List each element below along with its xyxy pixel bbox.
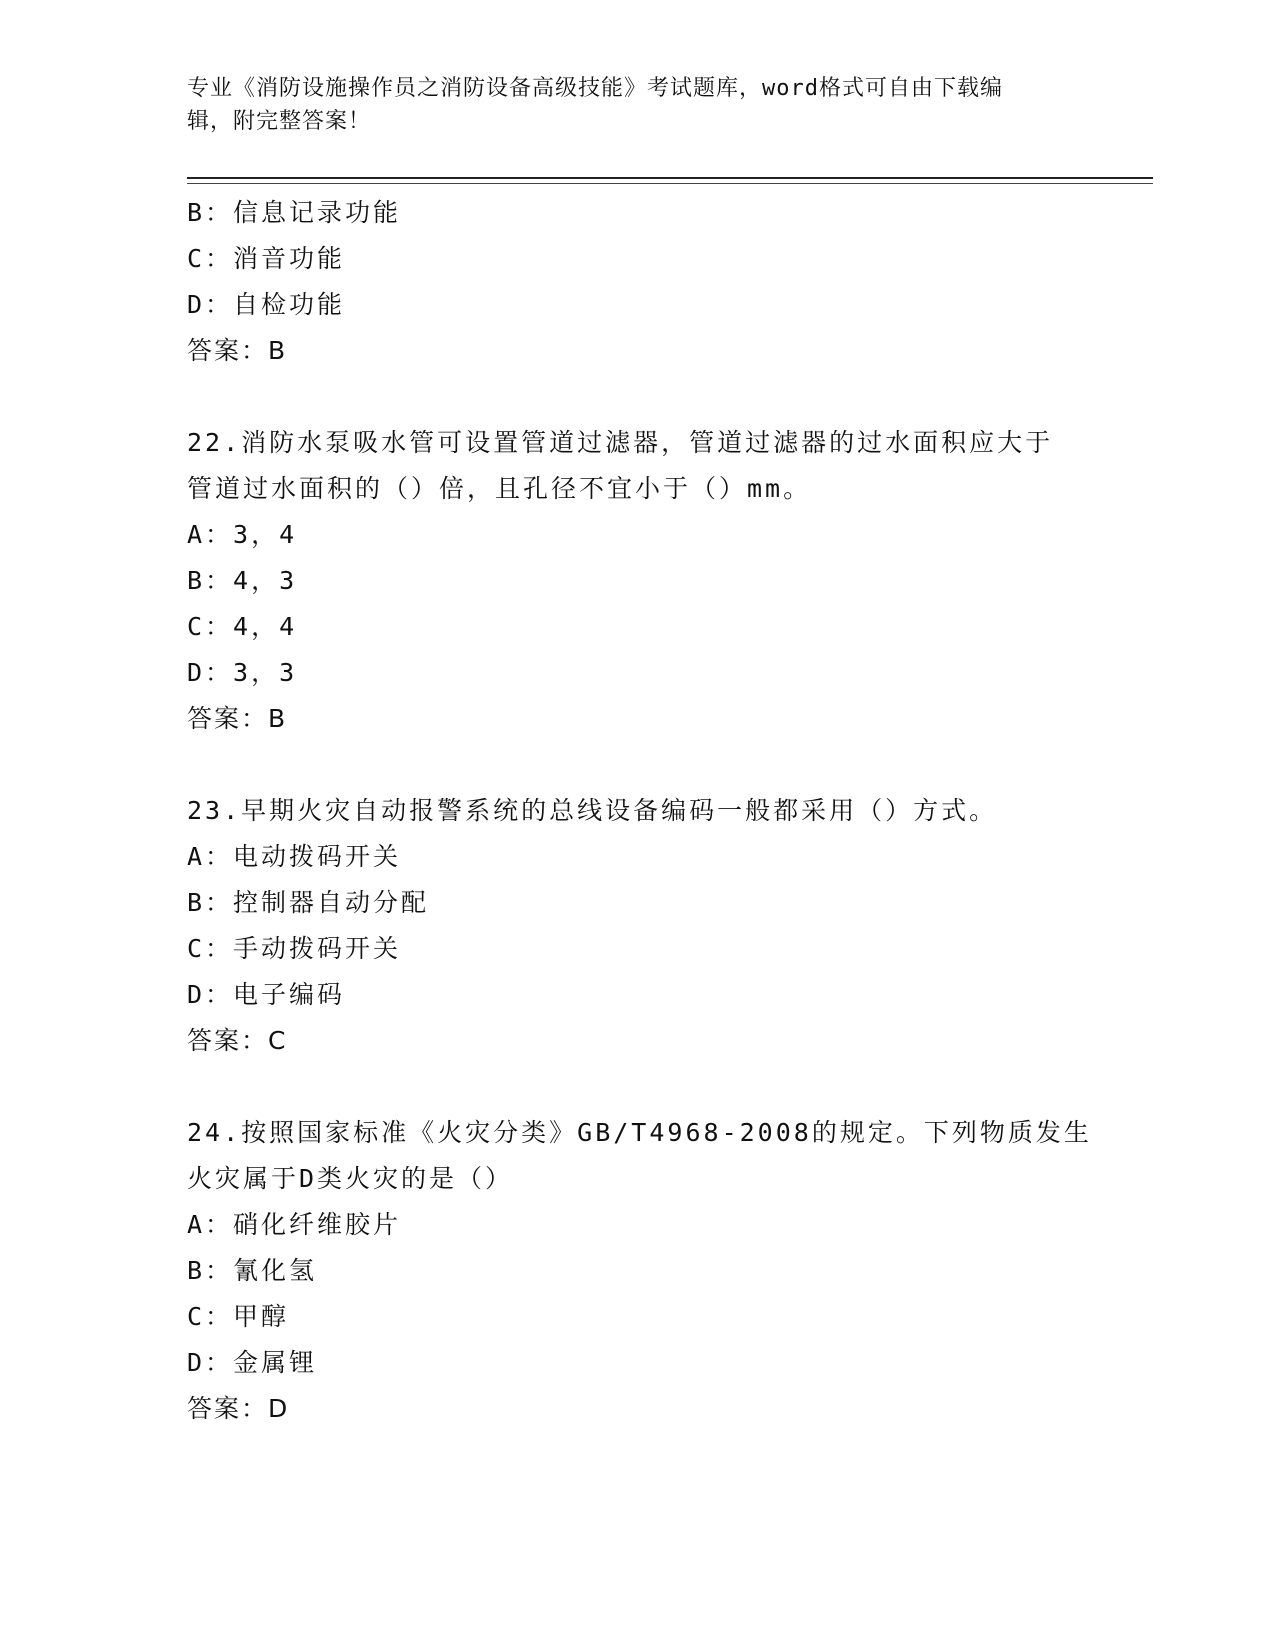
question-text-continued: 火灾属于D类火灾的是（） [187,1164,514,1193]
header-line-1: 专业《消防设施操作员之消防设备高级技能》考试题库，word格式可自由下载编 [187,76,1003,101]
header-line-2: 辑，附完整答案！ [187,109,372,134]
question-21-continued [187,190,1087,374]
question-text: 23.早期火灾自动报警系统的总线设备编码一般都采用（）方式。 [187,796,998,825]
answer-line: 答案：B [187,336,288,365]
question-22 [187,420,1087,742]
option-b: B：信息记录功能 [187,198,402,227]
option-d: D：金属锂 [187,1348,318,1377]
option-c: C：消音功能 [187,244,346,273]
question-23 [187,788,1087,1064]
option-c: C：手动拨码开关 [187,934,402,963]
question-list [187,190,1092,1432]
option-a: A：3，4 [187,520,298,549]
option-b: B：控制器自动分配 [187,888,430,917]
option-d: D：自检功能 [187,290,346,319]
answer-line: 答案：D [187,1394,290,1423]
question-text: 22.消防水泵吸水管可设置管道过滤器，管道过滤器的过水面积应大于 [187,428,1054,457]
option-d: D：电子编码 [187,980,346,1009]
answer-line: 答案：C [187,1026,288,1055]
header-divider-thin [187,183,1153,184]
header-divider-thick [187,177,1153,179]
question-24 [187,1110,1092,1432]
spacer [187,742,1087,788]
option-a: A：电动拨码开关 [187,842,402,871]
option-a: A：硝化纤维胶片 [187,1210,402,1239]
option-c: C：甲醇 [187,1302,290,1331]
spacer [187,374,1087,420]
spacer [187,1064,1087,1110]
option-c: C：4，4 [187,612,298,641]
option-b: B：4，3 [187,566,298,595]
question-text: 24.按照国家标准《火灾分类》GB/T4968-2008的规定。下列物质发生 [187,1118,1092,1147]
document-header [187,72,1067,138]
option-d: D：3，3 [187,658,298,687]
option-b: B：氰化氢 [187,1256,318,1285]
answer-line: 答案：B [187,704,288,733]
question-text-continued: 管道过水面积的（）倍，且孔径不宜小于（）mm。 [187,474,812,503]
